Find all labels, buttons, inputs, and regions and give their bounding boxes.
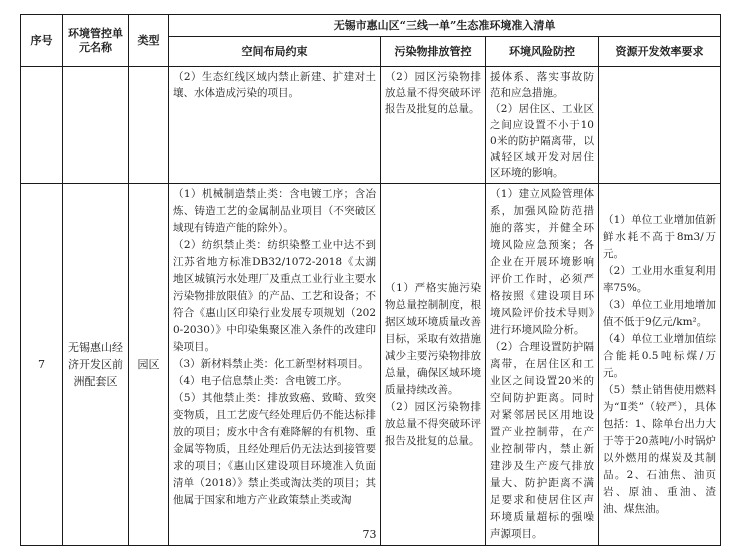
eco-access-list-table: [20, 14, 721, 546]
paragraph: （2）园区污染物排放总量不得突破环评报告及批复的总量。: [385, 71, 481, 115]
col-header-pollutant: 污染物排放管控: [381, 37, 486, 67]
paragraph: （1）建立风险管理体系，加强风险防范措施的落实，并健全环境风险应急预案；各企业在开展环境影响评价工作时，必须严格按照《建设项目环境风险评价技术导则》进行环境风险分析。: [490, 188, 594, 336]
cell-spatial-cont: [169, 67, 381, 184]
cell-risk-cont: [486, 67, 599, 184]
paragraph: （2）纺织禁止类：纺织染整工业中达不到江苏省地方标准DB32/1072-2018《太湖地区城镇污水处理厂及重点工业行业主要水污染物排放限值》的产品、工艺和设备；不符合《惠山区印染行业发展专项规划（2020-2030）》中印染集聚区准入条件的改建印染项目。: [173, 239, 376, 353]
paragraph: （3）单位工业用地增加值不低于9亿元/km²。: [603, 298, 717, 328]
col-header-resource: 资源开发效率要求: [599, 37, 721, 67]
paragraph: （1）单位工业增加值新鲜水耗不高于8m3/万元。: [603, 213, 717, 260]
cell-unit-name-cont: [63, 67, 129, 184]
page-number: 73: [362, 528, 377, 541]
cell-risk-7: [486, 184, 599, 546]
paragraph: （2）合理设置防护隔离带，在居住区和工业区之间设置20米的空间防护距离。同时对紧邻居民区用地设置产业控制带，在产业控制带内，禁止新建涉及生产废气排放量大、防护距离不满足要求和使居住区声环境质量超标的强噪声源项目。: [490, 341, 594, 540]
table-row-continuation: [21, 67, 721, 184]
col-header-risk: 环境风险防控: [486, 37, 599, 67]
paragraph: （3）新材料禁止类：化工新型材料项目。: [173, 358, 369, 370]
cell-type-7: 园区: [129, 184, 169, 546]
cell-pollutant-cont: [381, 67, 486, 184]
paragraph: （1）严格实施污染物总量控制制度，根据区域环境质量改善目标，采取有效措施减少主要污染物排放总量，确保区域环境质量持续改善。: [385, 281, 481, 396]
paragraph: 援体系、落实事故防范和应急措施。: [490, 71, 594, 99]
paragraph: （4）电子信息禁止类：含电镀工序。: [173, 375, 348, 387]
col-header-spatial: 空间布局约束: [169, 37, 381, 67]
paragraph: （1）机械制造禁止类：含电镀工序；含冶炼、铸造工艺的金属制品业项目（不突破区域现有铸造产能的除外）。: [173, 188, 376, 234]
table-title: 无锡市惠山区“三线一单”生态准环境准入清单: [169, 15, 721, 37]
cell-index-cont: [21, 67, 63, 184]
cell-pollutant-7: [381, 184, 486, 546]
paragraph: （2）居住区、工业区之间应设置不小于100米的防护隔离带，以减轻区域开发对居住区环境的影响。: [490, 103, 594, 179]
paragraph: （2）生态红线区域内禁止新建、扩建对土壤、水体造成污染的项目。: [173, 71, 376, 99]
table-row-7: [21, 184, 721, 546]
paragraph: （2）工业用水重复利用率75%。: [603, 264, 717, 294]
col-header-type: 类型: [129, 15, 169, 67]
paragraph: （5）禁止销售使用燃料为“Ⅱ类”（较严），具体包括：1、除单台出力大于等于20蒸吨/小时锅炉以外燃用的煤炭及其制品。2、石油焦、油页岩、原油、重油、渣油、煤焦油。: [603, 383, 717, 515]
col-header-unit-name: 环境管控单元名称: [63, 15, 129, 67]
paragraph: （2）园区污染物排放总量不得突破环评报告及批复的总量。: [385, 400, 481, 447]
cell-unit-name-7: 无锡惠山经济开发区前洲配套区: [63, 184, 129, 546]
cell-type-cont: [129, 67, 169, 184]
cell-spatial-7: [169, 184, 381, 546]
paragraph: （4）单位工业增加值综合能耗0.5吨标煤/万元。: [603, 332, 717, 379]
paragraph: （5）其他禁止类：排放致癌、致畸、致突变物质，且工艺废气经处理后仍不能达标排放的项目；废水中含有难降解的有机物、重金属等物质，且经处理后仍无法达到接管要求的项目；《惠山区建设项目环境准入负面清单（2018）》禁止类或淘汰类的项目；其他属于国家和地方产业政策禁止类或淘: [173, 392, 376, 506]
col-header-index: 序号: [21, 15, 63, 67]
cell-resource-cont: [599, 67, 721, 184]
cell-resource-7: [599, 184, 721, 546]
cell-index-7: 7: [21, 184, 63, 546]
